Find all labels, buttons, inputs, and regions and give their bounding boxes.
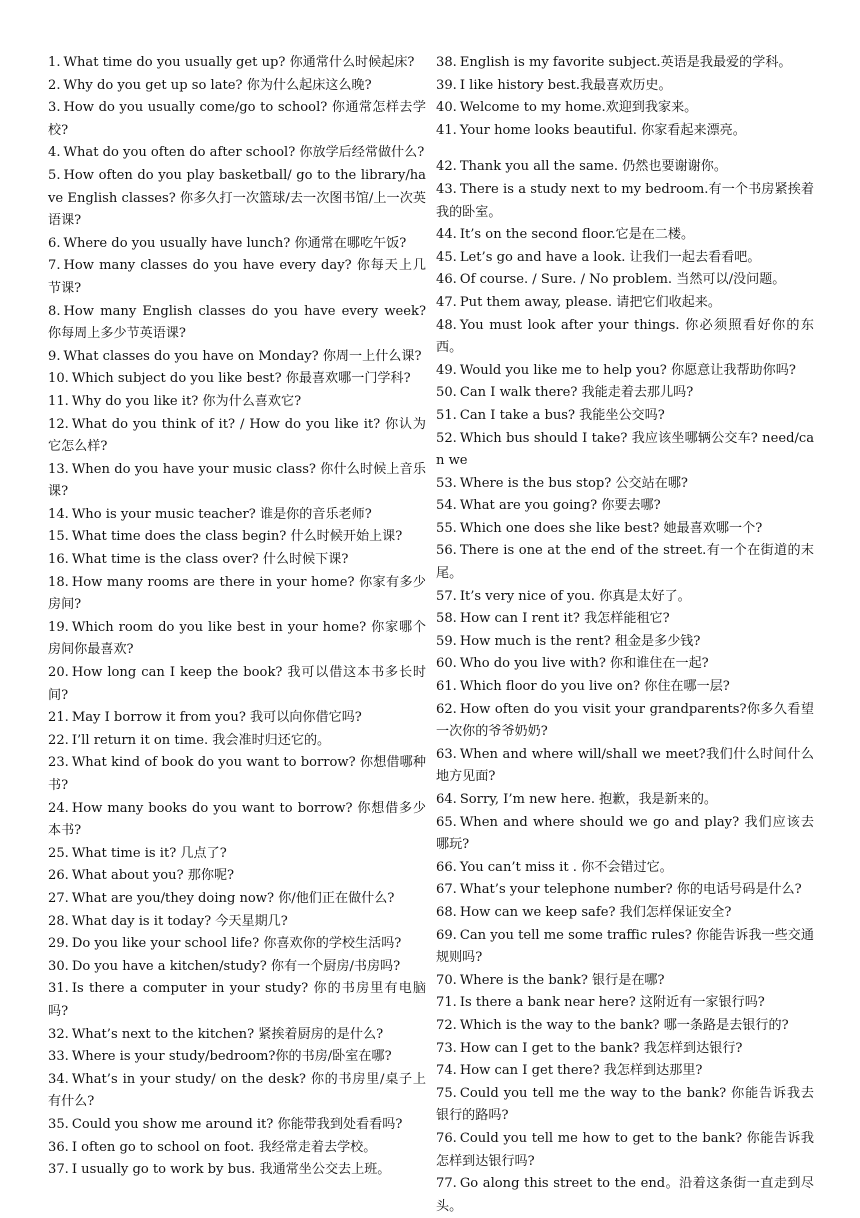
sentence-item — [436, 879, 814, 902]
item-text: What are you/they doing now? 你/他们正在做什么? — [71, 890, 395, 906]
sentence-item — [48, 617, 426, 662]
item-text: Which subject do you like best? 你最喜欢哪一门学科? — [71, 371, 411, 387]
item-number: 64. — [436, 792, 457, 807]
sentence-item — [48, 75, 426, 98]
sentence-item — [436, 676, 814, 699]
item-number: 21. — [48, 710, 69, 726]
sentence-item — [48, 391, 426, 414]
item-number: 24. — [48, 800, 69, 816]
sentence-item — [436, 518, 814, 541]
sentence-item — [436, 292, 814, 315]
sentence-item — [48, 752, 426, 797]
sentence-item — [48, 346, 426, 369]
item-text: Could you tell me how to get to the bank? 你能告诉我怎样到达银行吗? — [436, 1130, 814, 1169]
item-text: How often do you visit your grandparents?你多久看望一次你的爷爷奶奶? — [436, 701, 814, 740]
item-text: I like history best.我最喜欢历史。 — [459, 77, 672, 93]
item-number: 37. — [48, 1162, 69, 1178]
sentence-item — [436, 52, 814, 75]
item-number: 46. — [436, 272, 457, 288]
sentence-item — [48, 165, 426, 233]
item-text: How many books do you want to borrow? 你想借多少本书? — [48, 800, 426, 839]
item-text: What time is the class over? 什么时候下课? — [71, 552, 349, 568]
sentence-item — [436, 156, 814, 179]
sentence-item — [436, 120, 814, 143]
sentence-item — [436, 540, 814, 585]
item-text: Why do you like it? 你为什么喜欢它? — [71, 393, 302, 409]
item-text: How can I get to the bank? 我怎样到达银行? — [459, 1040, 743, 1056]
item-number: 57. — [436, 588, 457, 604]
sentence-item — [48, 52, 426, 75]
item-text: How do you usually come/go to school? 你通常怎样去学校? — [48, 100, 426, 138]
sentence-item — [436, 653, 814, 676]
item-number: 48. — [436, 317, 457, 333]
item-text: When do you have your music class? 你什么时候上音乐课? — [48, 461, 426, 500]
sentence-item — [48, 368, 426, 391]
sentence-item — [48, 504, 426, 527]
item-number: 58. — [436, 611, 457, 627]
item-text: What time do you usually get up? 你通常什么时候起床? — [63, 55, 415, 70]
item-number: 36. — [48, 1139, 69, 1155]
item-text: Which bus should I take? 我应该坐哪辆公交车? need/can we — [436, 430, 814, 469]
item-number: 77. — [436, 1176, 457, 1192]
item-number: 35. — [48, 1116, 69, 1132]
item-text: Where is your study/bedroom?你的书房/卧室在哪? — [71, 1049, 392, 1065]
sentence-item — [436, 247, 814, 270]
item-text: I’ll return it on time. 我会准时归还它的。 — [71, 732, 331, 748]
item-number: 67. — [436, 882, 457, 898]
item-number: 38. — [436, 55, 457, 70]
item-number: 7. — [48, 258, 61, 274]
item-text: Which floor do you live on? 你住在哪一层? — [459, 679, 730, 695]
item-text: What do you think of it? / How do you like it? 你认为它怎么样? — [48, 416, 426, 455]
item-number: 56. — [436, 543, 457, 559]
item-text: There is a study next to my bedroom.有一个书房紧挨着我的卧室。 — [436, 181, 814, 220]
item-text: Do you like your school life? 你喜欢你的学校生活吗? — [71, 936, 402, 952]
sentence-item — [48, 865, 426, 888]
sentence-item — [436, 992, 814, 1015]
item-number: 25. — [48, 845, 69, 861]
sentence-item — [436, 631, 814, 654]
item-text: Where do you usually have lunch? 你通常在哪吃午饭? — [63, 235, 407, 251]
item-text: How many classes do you have every day? 你每天上几节课? — [48, 258, 426, 296]
item-number: 18. — [48, 574, 69, 590]
sentence-item — [48, 1069, 426, 1114]
item-number: 12. — [48, 416, 69, 432]
item-number: 71. — [436, 995, 457, 1011]
item-text: Who do you live with? 你和谁住在一起? — [459, 656, 709, 672]
item-number: 10. — [48, 371, 69, 387]
right-column — [436, 52, 814, 1214]
sentence-item — [48, 1159, 426, 1182]
item-text: May I borrow it from you? 我可以向你借它吗? — [71, 710, 362, 726]
sentence-item — [48, 549, 426, 572]
sentence-item — [48, 978, 426, 1023]
sentence-item — [436, 1038, 814, 1061]
sentence-item — [436, 97, 814, 120]
item-number: 51. — [436, 407, 457, 423]
item-text: Sorry, I’m new here. 抱歉，我是新来的。 — [459, 792, 718, 807]
item-text: When and where should we go and play? 我们应该去哪玩? — [436, 814, 814, 853]
item-number: 76. — [436, 1130, 457, 1146]
item-text: What classes do you have on Monday? 你周一上什么课? — [63, 348, 422, 364]
sentence-item — [436, 902, 814, 925]
sentence-item — [436, 382, 814, 405]
item-text: English is my favorite subject.英语是我最爱的学科。 — [459, 55, 792, 70]
sentence-item — [436, 495, 814, 518]
sentence-item — [436, 812, 814, 857]
item-number: 39. — [436, 77, 457, 93]
item-number: 26. — [48, 868, 69, 884]
sentence-item — [48, 301, 426, 346]
item-text: How much is the rent? 租金是多少钱? — [459, 633, 701, 649]
item-number: 20. — [48, 665, 69, 681]
item-number: 1. — [48, 55, 61, 70]
item-text: Which one does she like best? 她最喜欢哪一个? — [459, 520, 763, 536]
item-number: 74. — [436, 1063, 457, 1079]
sentence-item — [48, 572, 426, 617]
sentence-item — [48, 414, 426, 459]
item-number: 49. — [436, 362, 457, 378]
sentence-item — [48, 1046, 426, 1069]
sentence-item — [48, 1137, 426, 1160]
sentence-item — [436, 608, 814, 631]
sentence-item — [436, 224, 814, 247]
item-number: 44. — [436, 227, 457, 243]
item-text: What time is it? 几点了? — [71, 845, 227, 861]
item-number: 31. — [48, 981, 69, 997]
item-text: Where is the bank? 银行是在哪? — [459, 972, 665, 988]
item-number: 47. — [436, 294, 457, 310]
item-text: How can we keep safe? 我们怎样保证安全? — [459, 904, 732, 920]
item-text: How can I get there? 我怎样到达那里? — [459, 1063, 703, 1079]
sentence-item — [436, 315, 814, 360]
item-number: 16. — [48, 552, 69, 568]
item-number: 66. — [436, 859, 457, 875]
item-text: How many rooms are there in your home? 你家有多少房间? — [48, 574, 426, 613]
sentence-item — [48, 1114, 426, 1137]
document-page — [48, 52, 814, 1214]
sentence-item — [436, 586, 814, 609]
item-text: I often go to school on foot. 我经常走着去学校。 — [71, 1139, 377, 1155]
sentence-item — [436, 405, 814, 428]
item-number: 52. — [436, 430, 457, 446]
sentence-item — [436, 1128, 814, 1173]
item-number: 41. — [436, 122, 457, 138]
item-number: 45. — [436, 249, 457, 265]
sentence-item — [48, 730, 426, 753]
item-text: How can I rent it? 我怎样能租它? — [459, 611, 670, 627]
sentence-item — [48, 707, 426, 730]
item-text: When and where will/shall we meet?我们什么时间什么地方见面? — [436, 746, 814, 785]
sentence-item — [436, 744, 814, 789]
sentence-item — [48, 459, 426, 504]
item-text: Can I take a bus? 我能坐公交吗? — [459, 407, 665, 423]
item-number: 65. — [436, 814, 457, 830]
sentence-item — [48, 97, 426, 142]
item-text: Could you tell me the way to the bank? 你能告诉我去银行的路吗? — [436, 1085, 814, 1124]
item-number: 23. — [48, 755, 69, 771]
item-text: Could you show me around it? 你能带我到处看看吗? — [71, 1116, 403, 1132]
item-text: Which is the way to the bank? 哪一条路是去银行的? — [459, 1017, 789, 1033]
item-number: 73. — [436, 1040, 457, 1056]
item-number: 30. — [48, 958, 69, 974]
sentence-item — [436, 789, 814, 812]
item-text: Of course. / Sure. / No problem. 当然可以/没问题。 — [459, 272, 786, 288]
item-text: What’s your telephone number? 你的电话号码是什么? — [459, 882, 802, 898]
item-number: 63. — [436, 746, 457, 762]
item-number: 61. — [436, 679, 457, 695]
item-text: Put them away, please. 请把它们收起来。 — [459, 294, 721, 310]
item-text: You must look after your things. 你必须照看好你的东西。 — [436, 317, 814, 356]
item-text: Let’s go and have a look. 让我们一起去看看吧。 — [459, 249, 761, 265]
item-text: How many English classes do you have every week? 你每周上多少节英语课? — [48, 303, 426, 342]
item-number: 69. — [436, 927, 457, 943]
sentence-item — [436, 428, 814, 473]
item-number: 42. — [436, 159, 457, 175]
sentence-item — [436, 1060, 814, 1083]
item-text: I usually go to work by bus. 我通常坐公交去上班。 — [71, 1162, 391, 1178]
item-number: 8. — [48, 303, 61, 319]
item-text: How long can I keep the book? 我可以借这本书多长时间? — [48, 665, 426, 703]
item-text: Your home looks beautiful. 你家看起来漂亮。 — [459, 122, 746, 138]
sentence-item — [436, 269, 814, 292]
item-number: 75. — [436, 1085, 457, 1101]
item-number: 2. — [48, 77, 61, 93]
item-number: 70. — [436, 972, 457, 988]
item-number: 53. — [436, 475, 457, 491]
item-text: What day is it today? 今天星期几? — [71, 913, 288, 929]
item-number: 60. — [436, 656, 457, 672]
sentence-item — [48, 933, 426, 956]
sentence-item — [48, 142, 426, 165]
item-text: What kind of book do you want to borrow? 你想借哪种书? — [48, 755, 426, 793]
sentence-item — [48, 956, 426, 979]
sentence-item — [436, 360, 814, 383]
item-number: 22. — [48, 732, 69, 748]
item-number: 68. — [436, 904, 457, 920]
sentence-item — [48, 233, 426, 256]
item-text: What’s in your study/ on the desk? 你的书房里/桌子上有什么? — [48, 1071, 426, 1110]
item-text: Do you have a kitchen/study? 你有一个厨房/书房吗? — [71, 958, 401, 974]
item-number: 40. — [436, 100, 457, 116]
item-text: Who is your music teacher? 谁是你的音乐老师? — [71, 506, 372, 522]
item-number: 27. — [48, 890, 69, 906]
sentence-item — [48, 911, 426, 934]
item-text: Is there a bank near here? 这附近有一家银行吗? — [459, 995, 765, 1011]
item-number: 19. — [48, 619, 69, 635]
item-text: What about you? 那你呢? — [71, 868, 235, 884]
item-text: Go along this street to the end。沿着这条街一直走到尽头。 — [436, 1176, 814, 1214]
sentence-item — [436, 1083, 814, 1128]
sentence-item — [48, 255, 426, 300]
item-text: Welcome to my home.欢迎到我家来。 — [459, 100, 698, 116]
item-text: Where is the bus stop? 公交站在哪? — [459, 475, 688, 491]
item-number: 3. — [48, 100, 61, 116]
sentence-item — [436, 857, 814, 880]
sentence-item — [48, 1024, 426, 1047]
item-text: Thank you all the same. 仍然也要谢谢你。 — [459, 159, 727, 175]
item-number: 43. — [436, 181, 457, 197]
item-text: What time does the class begin? 什么时候开始上课? — [71, 529, 403, 545]
item-number: 72. — [436, 1017, 457, 1033]
item-text: What are you going? 你要去哪? — [459, 498, 661, 514]
item-number: 13. — [48, 461, 69, 477]
item-text: It’s very nice of you. 你真是太好了。 — [459, 588, 691, 604]
sentence-item — [436, 75, 814, 98]
sentence-item — [48, 526, 426, 549]
item-text: What’s next to the kitchen? 紧挨着厨房的是什么? — [71, 1026, 384, 1042]
item-number: 59. — [436, 633, 457, 649]
sentence-item — [48, 888, 426, 911]
sentence-item — [436, 925, 814, 970]
item-number: 4. — [48, 145, 61, 161]
sentence-item — [436, 699, 814, 744]
item-text: There is one at the end of the street.有一个在街道的末尾。 — [436, 543, 814, 582]
item-text: Is there a computer in your study? 你的书房里有电脑吗? — [48, 981, 426, 1019]
sentence-item — [48, 843, 426, 866]
item-number: 14. — [48, 506, 69, 522]
item-number: 11. — [48, 393, 69, 409]
sentence-item — [436, 179, 814, 224]
sentence-item — [48, 662, 426, 707]
item-number: 9. — [48, 348, 61, 364]
item-number: 54. — [436, 498, 457, 514]
item-text: It’s on the second floor.它是在二楼。 — [459, 227, 695, 243]
item-number: 28. — [48, 913, 69, 929]
left-column — [48, 52, 426, 1178]
item-text: Which room do you like best in your home? 你家哪个房间你最喜欢? — [48, 619, 426, 658]
item-text: What do you often do after school? 你放学后经常做什么? — [63, 145, 425, 161]
sentence-item — [48, 798, 426, 843]
item-number: 5. — [48, 167, 61, 183]
item-text: Can you tell me some traffic rules? 你能告诉我一些交通规则吗? — [436, 927, 814, 966]
item-number: 50. — [436, 385, 457, 401]
item-text: You can’t miss it . 你不会错过它。 — [459, 859, 673, 875]
item-number: 34. — [48, 1071, 69, 1087]
sentence-item — [436, 473, 814, 496]
item-text: Would you like me to help you? 你愿意让我帮助你吗? — [459, 362, 796, 378]
item-number: 62. — [436, 701, 457, 717]
item-text: How often do you play basketball/ go to the library/have English classes? 你多久打一次篮球/去一次图书馆/上一次英语课? — [48, 167, 426, 229]
item-number: 29. — [48, 936, 69, 952]
sentence-item — [436, 1015, 814, 1038]
sentence-item — [436, 970, 814, 993]
item-text: Why do you get up so late? 你为什么起床这么晚? — [63, 77, 372, 93]
item-number: 32. — [48, 1026, 69, 1042]
item-number: 15. — [48, 529, 69, 545]
item-number: 6. — [48, 235, 61, 251]
item-text: Can I walk there? 我能走着去那儿吗? — [459, 385, 694, 401]
item-number: 33. — [48, 1049, 69, 1065]
item-number: 55. — [436, 520, 457, 536]
sentence-item — [436, 1173, 814, 1218]
